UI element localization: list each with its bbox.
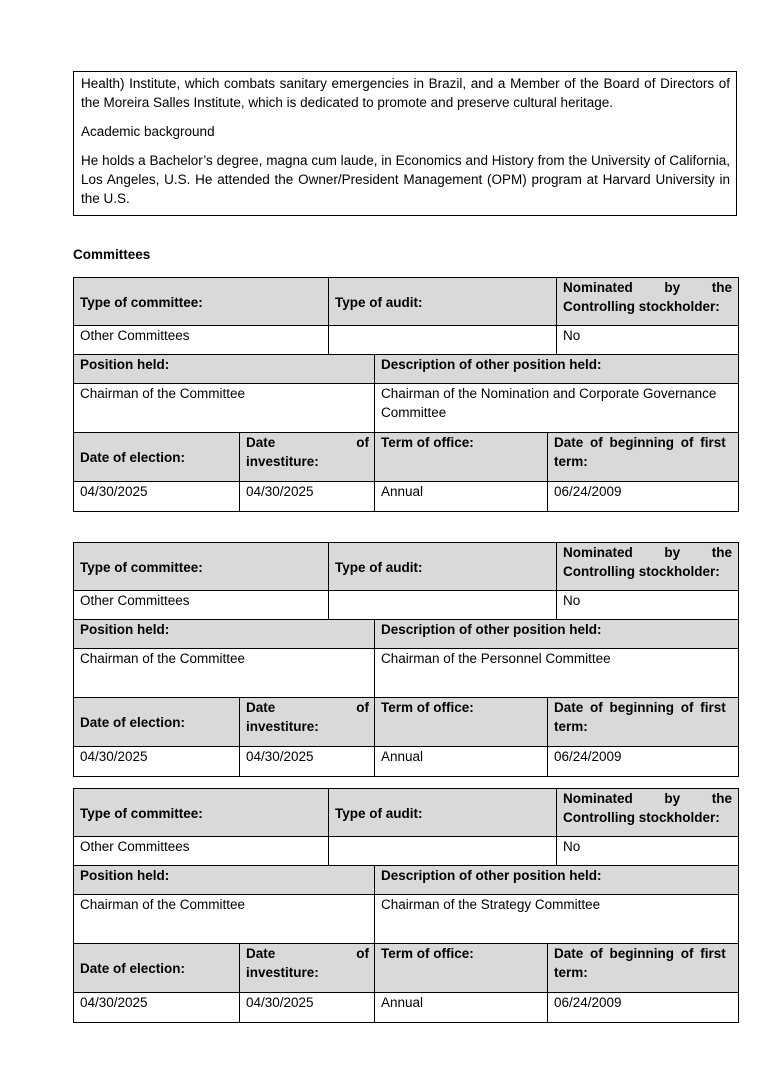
date-of-election-label: Date of election: — [73, 432, 240, 482]
type-of-audit-label: Type of audit: — [328, 542, 557, 591]
committees-heading: Committees — [73, 247, 151, 262]
type-of-committee-label: Type of committee: — [73, 277, 329, 326]
date-of-election-label: Date of election: — [73, 697, 240, 747]
position-held-label: Position held: — [73, 354, 375, 384]
position-held-value: Chairman of the Committee — [73, 383, 375, 433]
nominated-by-label: Nominated by the Controlling stockholder: — [556, 788, 739, 837]
type-of-audit-label: Type of audit: — [328, 277, 557, 326]
date-of-election-label: Date of election: — [73, 943, 240, 993]
date-beginning-first-term-label: Date of beginning of first term: — [547, 432, 739, 482]
position-held-value: Chairman of the Committee — [73, 894, 375, 944]
date-of-investiture-value: 04/30/2025 — [239, 992, 375, 1023]
type-of-audit-label: Type of audit: — [328, 788, 557, 837]
biography-box — [73, 71, 737, 216]
date-beginning-first-term-label: Date of beginning of first term: — [547, 697, 739, 747]
type-of-audit-value — [328, 836, 557, 866]
type-of-committee-label: Type of committee: — [73, 542, 329, 591]
date-beginning-first-term-value: 06/24/2009 — [547, 481, 739, 512]
nominated-value: No — [556, 836, 739, 866]
term-of-office-value: Annual — [374, 481, 548, 512]
position-held-label: Position held: — [73, 865, 375, 895]
term-of-office-value: Annual — [374, 992, 548, 1023]
type-of-committee-label: Type of committee: — [73, 788, 329, 837]
description-other-position-label: Description of other position held: — [374, 865, 739, 895]
date-of-election-value: 04/30/2025 — [73, 481, 240, 512]
term-of-office-value: Annual — [374, 746, 548, 777]
type-of-committee-value: Other Committees — [73, 836, 329, 866]
date-of-investiture-label: Date of investiture: — [239, 432, 375, 482]
term-of-office-label: Term of office: — [374, 432, 548, 482]
date-of-election-value: 04/30/2025 — [73, 746, 240, 777]
description-other-position-label: Description of other position held: — [374, 354, 739, 384]
position-held-label: Position held: — [73, 619, 375, 649]
description-value: Chairman of the Personnel Committee — [374, 648, 739, 698]
date-of-investiture-value: 04/30/2025 — [239, 746, 375, 777]
date-of-investiture-label: Date of investiture: — [239, 943, 375, 993]
date-of-investiture-value: 04/30/2025 — [239, 481, 375, 512]
type-of-audit-value — [328, 325, 557, 355]
term-of-office-label: Term of office: — [374, 943, 548, 993]
term-of-office-label: Term of office: — [374, 697, 548, 747]
nominated-by-label: Nominated by the Controlling stockholder: — [556, 542, 739, 591]
academic-background-heading: Academic background — [81, 124, 215, 139]
nominated-value: No — [556, 590, 739, 620]
description-other-position-label: Description of other position held: — [374, 619, 739, 649]
type-of-audit-value — [328, 590, 557, 620]
bio-paragraph: He holds a Bachelor’s degree, magna cum laude, in Economics and History from the University of California, Los Angeles, U.S. He attended the Owner/President Management (OPM) program at Harvard University in the U.S. — [81, 153, 730, 206]
description-value: Chairman of the Strategy Committee — [374, 894, 739, 944]
date-beginning-first-term-value: 06/24/2009 — [547, 992, 739, 1023]
date-of-investiture-label: Date of investiture: — [239, 697, 375, 747]
date-beginning-first-term-label: Date of beginning of first term: — [547, 943, 739, 993]
type-of-committee-value: Other Committees — [73, 325, 329, 355]
date-beginning-first-term-value: 06/24/2009 — [547, 746, 739, 777]
type-of-committee-value: Other Committees — [73, 590, 329, 620]
nominated-by-label: Nominated by the Controlling stockholder: — [556, 277, 739, 326]
position-held-value: Chairman of the Committee — [73, 648, 375, 698]
date-of-election-value: 04/30/2025 — [73, 992, 240, 1023]
description-value: Chairman of the Nomination and Corporate Governance Committee — [374, 383, 739, 433]
nominated-value: No — [556, 325, 739, 355]
bio-paragraph: Health) Institute, which combats sanitary emergencies in Brazil, and a Member of the Board of Directors of the Moreira Salles Institute, which is dedicated to promote and preserve cultural heritage. — [81, 76, 730, 110]
